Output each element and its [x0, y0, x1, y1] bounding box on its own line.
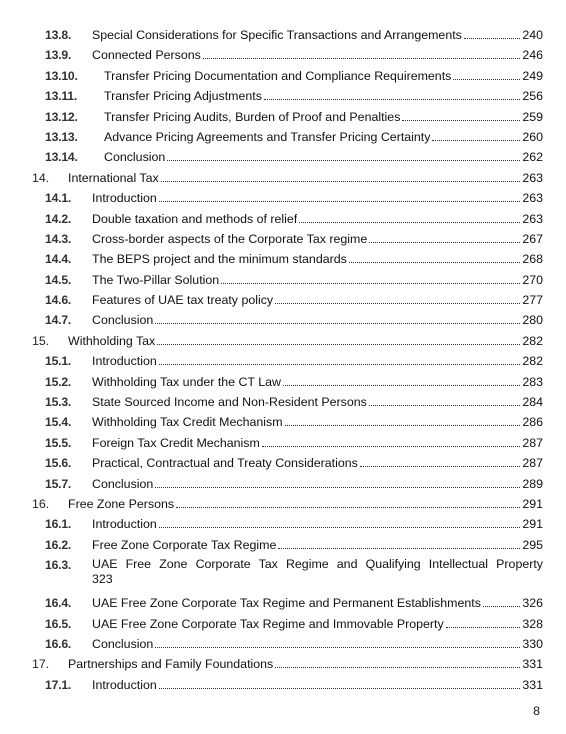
toc-entry-title: Withholding Tax under the CT Law [92, 374, 281, 389]
toc-entry-title: Withholding Tax [68, 333, 156, 348]
table-of-contents [32, 25, 543, 695]
toc-entry-number: 14.3. [45, 231, 72, 246]
toc-entry[interactable] [32, 229, 543, 249]
toc-entry[interactable] [32, 634, 543, 654]
toc-entry-title: Conclusion [92, 313, 154, 328]
toc-entry[interactable] [32, 535, 543, 555]
toc-entry-number: 13.12. [45, 109, 78, 124]
toc-entry-page: 282 [522, 354, 543, 369]
dot-leader [176, 506, 520, 508]
dot-leader [360, 465, 520, 467]
dot-leader [369, 241, 520, 243]
toc-entry-line [92, 209, 543, 229]
toc-entry-title: Conclusion [92, 636, 154, 651]
toc-entry-page: 259 [522, 109, 543, 124]
toc-entry-line [92, 310, 543, 330]
toc-entry-number: 13.13. [45, 129, 78, 144]
toc-entry-line [68, 494, 543, 514]
toc-entry-line [92, 372, 543, 392]
toc-entry-number: 13.9. [45, 48, 72, 63]
dot-leader [285, 424, 521, 426]
toc-entry-number: 14.7. [45, 313, 72, 328]
dot-leader [159, 200, 521, 202]
toc-entry-line [104, 66, 543, 86]
toc-entry-title: Free Zone Persons [68, 496, 175, 511]
toc-entry[interactable] [32, 555, 543, 593]
toc-entry[interactable] [32, 675, 543, 695]
toc-entry-number: 15. [32, 333, 50, 348]
toc-entry-page: 291 [522, 517, 543, 532]
toc-entry[interactable] [32, 351, 543, 371]
dot-leader [283, 384, 520, 386]
toc-entry-page: 283 [522, 374, 543, 389]
toc-entry-title: Introduction [92, 191, 157, 206]
toc-entry-title: Connected Persons [92, 48, 201, 63]
toc-entry-number: 16.1. [45, 517, 72, 532]
toc-entry-title: Conclusion [92, 476, 154, 491]
toc-entry-line [68, 331, 543, 351]
toc-entry-number: 16.3. [45, 558, 72, 573]
toc-entry-line [92, 453, 543, 473]
toc-entry-number: 15.6. [45, 456, 72, 471]
dot-leader [299, 221, 520, 223]
toc-entry-title: UAE Free Zone Corporate Tax Regime and Immovable Property [92, 616, 444, 631]
toc-entry-title: Partnerships and Family Foundations [68, 657, 274, 672]
toc-entry-title: Introduction [92, 517, 157, 532]
toc-entry[interactable] [32, 147, 543, 167]
toc-entry[interactable] [32, 25, 543, 45]
toc-entry-line [92, 270, 543, 290]
toc-entry-number: 16.5. [45, 616, 72, 631]
dot-leader [275, 666, 520, 668]
toc-entry-number: 13.14. [45, 150, 78, 165]
toc-entry-line [92, 188, 543, 208]
toc-entry-title: Practical, Contractual and Treaty Considerations [92, 456, 358, 471]
toc-entry-line [92, 614, 543, 634]
dot-leader [161, 180, 521, 182]
toc-entry[interactable] [32, 614, 543, 634]
toc-entry-page: 262 [522, 150, 543, 165]
toc-entry-title: Features of UAE tax treaty policy [92, 293, 274, 308]
dot-leader [159, 526, 521, 528]
toc-entry-page: 267 [522, 231, 543, 246]
toc-entry-page: 282 [522, 333, 543, 348]
toc-entry-title: UAE Free Zone Corporate Tax Regime and Qualifying Intellectual Property [92, 557, 543, 572]
toc-entry-number: 15.7. [45, 476, 72, 491]
toc-entry-line [104, 86, 543, 106]
toc-entry-title: Transfer Pricing Documentation and Compliance Requirements [104, 68, 452, 83]
toc-entry-title: Transfer Pricing Audits, Burden of Proof and Penalties [104, 109, 401, 124]
toc-entry[interactable] [32, 209, 543, 229]
toc-entry-line [92, 675, 543, 695]
toc-entry[interactable] [32, 412, 543, 432]
toc-entry-line [92, 514, 543, 534]
dot-leader [167, 159, 520, 161]
toc-entry-line [92, 634, 543, 654]
toc-entry-number: 16.6. [45, 636, 72, 651]
toc-entry-page: 289 [522, 476, 543, 491]
dot-leader [155, 646, 520, 648]
dot-leader [275, 302, 520, 304]
toc-entry[interactable] [32, 310, 543, 330]
toc-entry-number: 15.4. [45, 415, 72, 430]
toc-entry-number: 15.1. [45, 354, 72, 369]
dot-leader [155, 322, 520, 324]
toc-entry[interactable] [32, 249, 543, 269]
dot-leader [369, 404, 520, 406]
toc-entry-number: 16.4. [45, 596, 72, 611]
toc-entry-number: 17.1. [45, 677, 72, 692]
toc-entry[interactable] [32, 168, 543, 188]
toc-entry-line [68, 654, 543, 674]
toc-entry[interactable] [32, 45, 543, 65]
dot-leader [203, 57, 520, 59]
toc-entry-page: 295 [522, 537, 543, 552]
toc-entry-number: 13.11. [45, 89, 78, 104]
toc-entry-line [92, 392, 543, 412]
toc-entry-title: International Tax [68, 170, 159, 185]
dot-leader [264, 98, 520, 100]
dot-leader [446, 626, 521, 628]
toc-entry-page: 284 [522, 395, 543, 410]
toc-entry-number: 13.10. [45, 68, 78, 83]
dot-leader [483, 605, 520, 607]
toc-entry-page: 240 [522, 28, 543, 42]
toc-entry-number: 15.5. [45, 435, 72, 450]
toc-entry-number: 15.3. [45, 395, 72, 410]
toc-entry-title: Conclusion [104, 150, 166, 165]
toc-entry-line [92, 25, 543, 45]
toc-entry-number: 13.8. [45, 28, 72, 42]
toc-entry-wrapped-block [92, 555, 543, 587]
toc-entry-title: The Two-Pillar Solution [92, 272, 220, 287]
toc-entry-page: 326 [522, 596, 543, 611]
toc-entry[interactable] [32, 453, 543, 473]
toc-entry-line [92, 45, 543, 65]
toc-entry-number: 15.2. [45, 374, 72, 389]
toc-entry-line [92, 593, 543, 613]
toc-entry-number: 14.1. [45, 191, 72, 206]
toc-entry[interactable] [32, 433, 543, 453]
toc-entry-page: 268 [522, 252, 543, 267]
toc-entry-number: 14.6. [45, 293, 72, 308]
toc-entry-number: 16.2. [45, 537, 72, 552]
toc-entry-number: 14.5. [45, 272, 72, 287]
toc-entry-page: 270 [522, 272, 543, 287]
dot-leader [262, 445, 521, 447]
toc-entry[interactable] [32, 593, 543, 613]
toc-entry-page: 286 [522, 415, 543, 430]
dot-leader [221, 282, 520, 284]
dot-leader [278, 547, 520, 549]
toc-entry-page: 263 [522, 211, 543, 226]
toc-entry-page: 287 [522, 456, 543, 471]
toc-entry-line [92, 229, 543, 249]
toc-entry[interactable] [32, 331, 543, 351]
toc-entry-number: 14.2. [45, 211, 72, 226]
toc-entry[interactable] [32, 654, 543, 674]
toc-entry-page: 331 [522, 677, 543, 692]
toc-entry-page: 263 [522, 170, 543, 185]
toc-entry-page: 260 [522, 129, 543, 144]
toc-entry-title: Transfer Pricing Adjustments [104, 89, 262, 104]
toc-entry-title: The BEPS project and the minimum standards [92, 252, 347, 267]
toc-entry-line [92, 249, 543, 269]
toc-entry[interactable] [32, 86, 543, 106]
toc-entry-page: 277 [522, 293, 543, 308]
toc-entry-title: Introduction [92, 354, 157, 369]
toc-entry-title: Withholding Tax Credit Mechanism [92, 415, 283, 430]
toc-entry[interactable] [32, 188, 543, 208]
page-number: 8 [533, 704, 540, 718]
toc-entry-page: 249 [522, 68, 543, 83]
toc-entry[interactable] [32, 372, 543, 392]
toc-entry[interactable] [32, 66, 543, 86]
toc-entry[interactable] [32, 494, 543, 514]
toc-entry-title: Cross-border aspects of the Corporate Tax regime [92, 231, 368, 246]
toc-entry-line [104, 147, 543, 167]
toc-entry[interactable] [32, 474, 543, 494]
toc-entry-title: Special Considerations for Specific Transactions and Arrangements [92, 28, 462, 42]
toc-entry-page: 287 [522, 435, 543, 450]
toc-entry-line [92, 535, 543, 555]
toc-entry-line [92, 290, 543, 310]
toc-entry-title: Advance Pricing Agreements and Transfer Pricing Certainty [104, 129, 431, 144]
dot-leader [464, 37, 520, 39]
dot-leader [157, 343, 520, 345]
dot-leader [432, 139, 520, 141]
toc-entry-number: 17. [32, 657, 50, 672]
dot-leader [159, 363, 521, 365]
toc-entry-page: 330 [522, 636, 543, 651]
dot-leader [159, 687, 521, 689]
dot-leader [402, 119, 520, 121]
toc-entry-number: 14.4. [45, 252, 72, 267]
toc-entry[interactable] [32, 514, 543, 534]
dot-leader [155, 486, 520, 488]
toc-entry-page: 323 [92, 572, 113, 587]
toc-entry-line [104, 107, 543, 127]
toc-entry[interactable] [32, 290, 543, 310]
toc-entry[interactable] [32, 270, 543, 290]
toc-entry-number: 16. [32, 496, 50, 511]
toc-entry-page: 256 [522, 89, 543, 104]
toc-entry-line [104, 127, 543, 147]
dot-leader [453, 78, 520, 80]
toc-entry-number: 14. [32, 170, 50, 185]
toc-entry-title: Free Zone Corporate Tax Regime [92, 537, 277, 552]
toc-entry-title: Foreign Tax Credit Mechanism [92, 435, 260, 450]
toc-entry-page: 291 [522, 496, 543, 511]
toc-entry[interactable] [32, 392, 543, 412]
toc-entry-page: 280 [522, 313, 543, 328]
toc-entry-line [92, 351, 543, 371]
toc-entry-page: 263 [522, 191, 543, 206]
dot-leader [349, 261, 520, 263]
toc-entry-page: 331 [522, 657, 543, 672]
toc-entry-line [68, 168, 543, 188]
toc-entry-line [92, 433, 543, 453]
toc-entry-line [92, 474, 543, 494]
toc-entry[interactable] [32, 107, 543, 127]
toc-entry[interactable] [32, 127, 543, 147]
toc-entry-line [92, 412, 543, 432]
toc-entry-title: Introduction [92, 677, 157, 692]
toc-entry-title: Double taxation and methods of relief [92, 211, 298, 226]
toc-entry-page: 246 [522, 48, 543, 63]
toc-entry-title: State Sourced Income and Non-Resident Persons [92, 395, 367, 410]
toc-entry-title: UAE Free Zone Corporate Tax Regime and Permanent Establishments [92, 596, 481, 611]
toc-entry-page: 328 [522, 616, 543, 631]
